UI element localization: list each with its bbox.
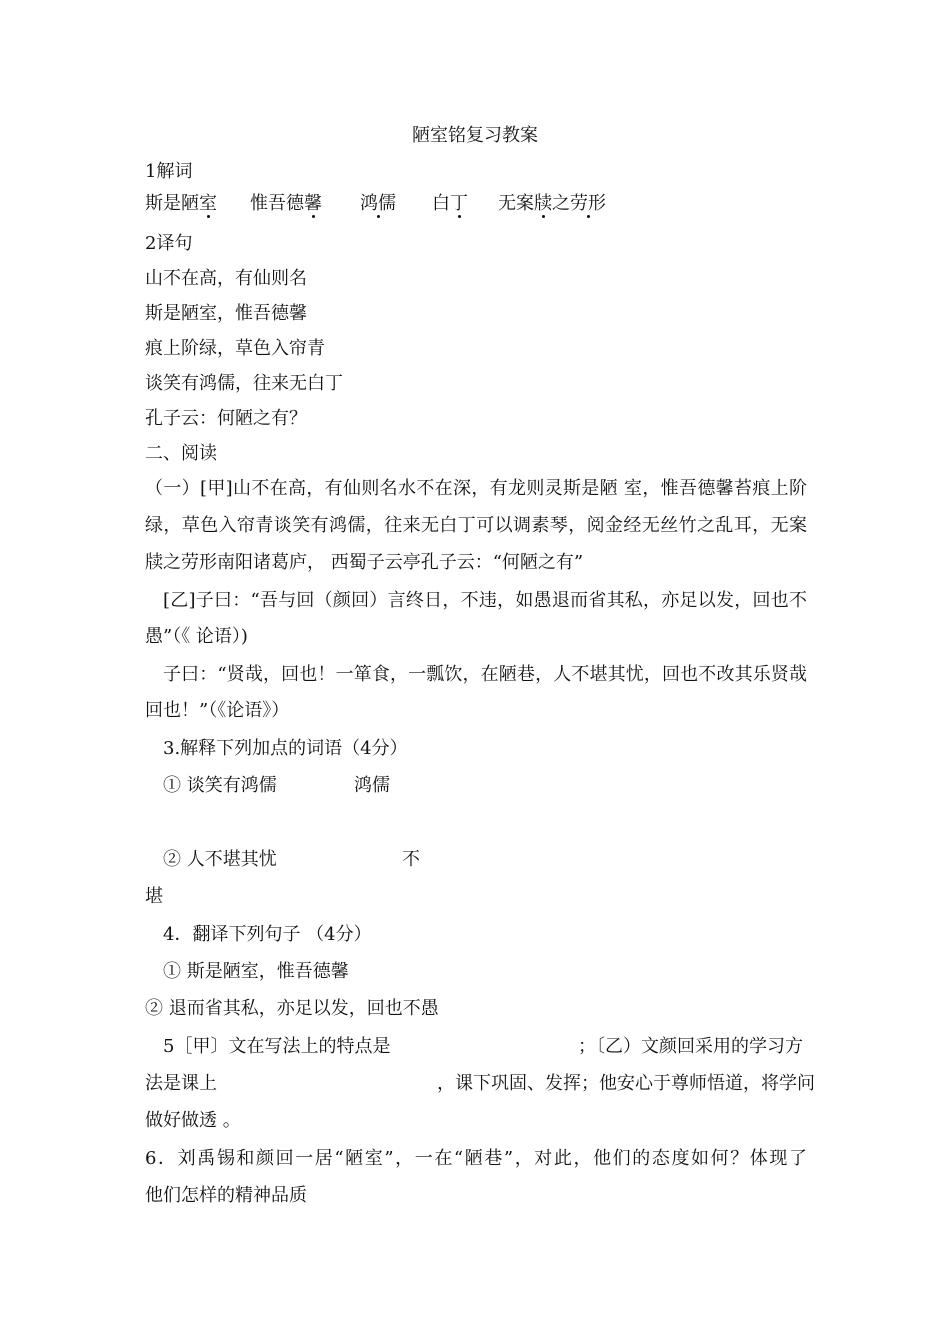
question-3-item-2-word-b: 堪 — [145, 886, 163, 907]
term-1: 斯是陋室 — [145, 193, 217, 214]
passage-yi2-line-1: 子曰：“贤哉，回也！一箪食，一瓢饮，在陋巷，人不堪其忧，回也不改其乐贤哉 — [163, 664, 807, 685]
passage-jia-line-2: 绿，草色入帘青谈笑有鸿儒，往来无白丁可以调素琴，阅金经无丝竹之乱耳，无案 — [145, 515, 807, 536]
question-5-line-2-end: ，课下巩固、发挥；他安心于尊师悟道，将学问 — [437, 1073, 815, 1094]
sentence-3: 痕上阶绿，草色入帘青 — [145, 338, 325, 359]
section-heading-translate: 2译句 — [145, 233, 193, 254]
passage-yi2-line-2: 回也！”（《论语》） — [145, 700, 290, 721]
question-4-item-1: ① 斯是陋室，惟吾德馨 — [163, 961, 349, 982]
page-title: 陋室铭复习教案 — [412, 125, 538, 146]
question-3-item-2-word-a: 不 — [402, 849, 420, 870]
term-5: 无案牍之劳形 — [498, 193, 606, 214]
question-4-item-2: ② 退而省其私，亦足以发，回也不愚 — [145, 998, 439, 1019]
sentence-1: 山不在高，有仙则名 — [145, 268, 307, 289]
section-heading-vocab: 1解词 — [145, 161, 193, 182]
question-6-line-1: 6．刘禹锡和颜回一居“陋室”，一在“陋巷”，对此，他们的态度如何？体现了 — [145, 1148, 807, 1169]
passage-jia-line-3: 牍之劳形南阳诸葛庐， 西蜀子云亭孔子云：“何陋之有” — [145, 552, 584, 573]
passage-yi1-line-2: 愚”（《 论语）) — [145, 626, 248, 647]
question-5-line-3: 做好做透 。 — [145, 1110, 241, 1131]
question-6-line-2: 他们怎样的精神品质 — [145, 1185, 307, 1206]
question-4-heading: 4．翻译下列句子 （4分） — [163, 924, 372, 945]
question-3-item-1: ① 谈笑有鸿儒 — [163, 775, 277, 796]
sentence-5: 孔子云：何陋之有？ — [145, 408, 307, 429]
term-2: 惟吾德馨 — [250, 193, 322, 214]
sentence-4: 谈笑有鸿儒，往来无白丁 — [145, 373, 343, 394]
reading-heading: 二、阅读 — [145, 443, 217, 464]
question-5-line-1-end: ；〔乙）文颜回采用的学习方 — [578, 1036, 803, 1057]
passage-jia-line-1: （一）[甲]山不在高，有仙则名水不在深，有龙则灵斯是陋 室，惟吾德馨苔痕上阶 — [145, 478, 807, 499]
question-5-line-2-start: 法是课上 — [145, 1073, 217, 1094]
question-3-item-2: ② 人不堪其忧 — [163, 849, 277, 870]
question-3-item-1-word: 鸿儒 — [354, 775, 390, 796]
term-3: 鸿儒 — [360, 193, 396, 214]
term-4: 白丁 — [432, 193, 468, 214]
sentence-2: 斯是陋室，惟吾德馨 — [145, 303, 307, 324]
question-5-line-1-start: 5［甲〕文在写法上的特点是 — [163, 1036, 391, 1057]
passage-yi1-line-1: [乙]子曰：“吾与回（颜回）言终日，不违，如愚退而省其私，亦足以发，回也不 — [163, 590, 807, 611]
question-3-heading: 3.解释下列加点的词语（4分） — [163, 738, 408, 759]
